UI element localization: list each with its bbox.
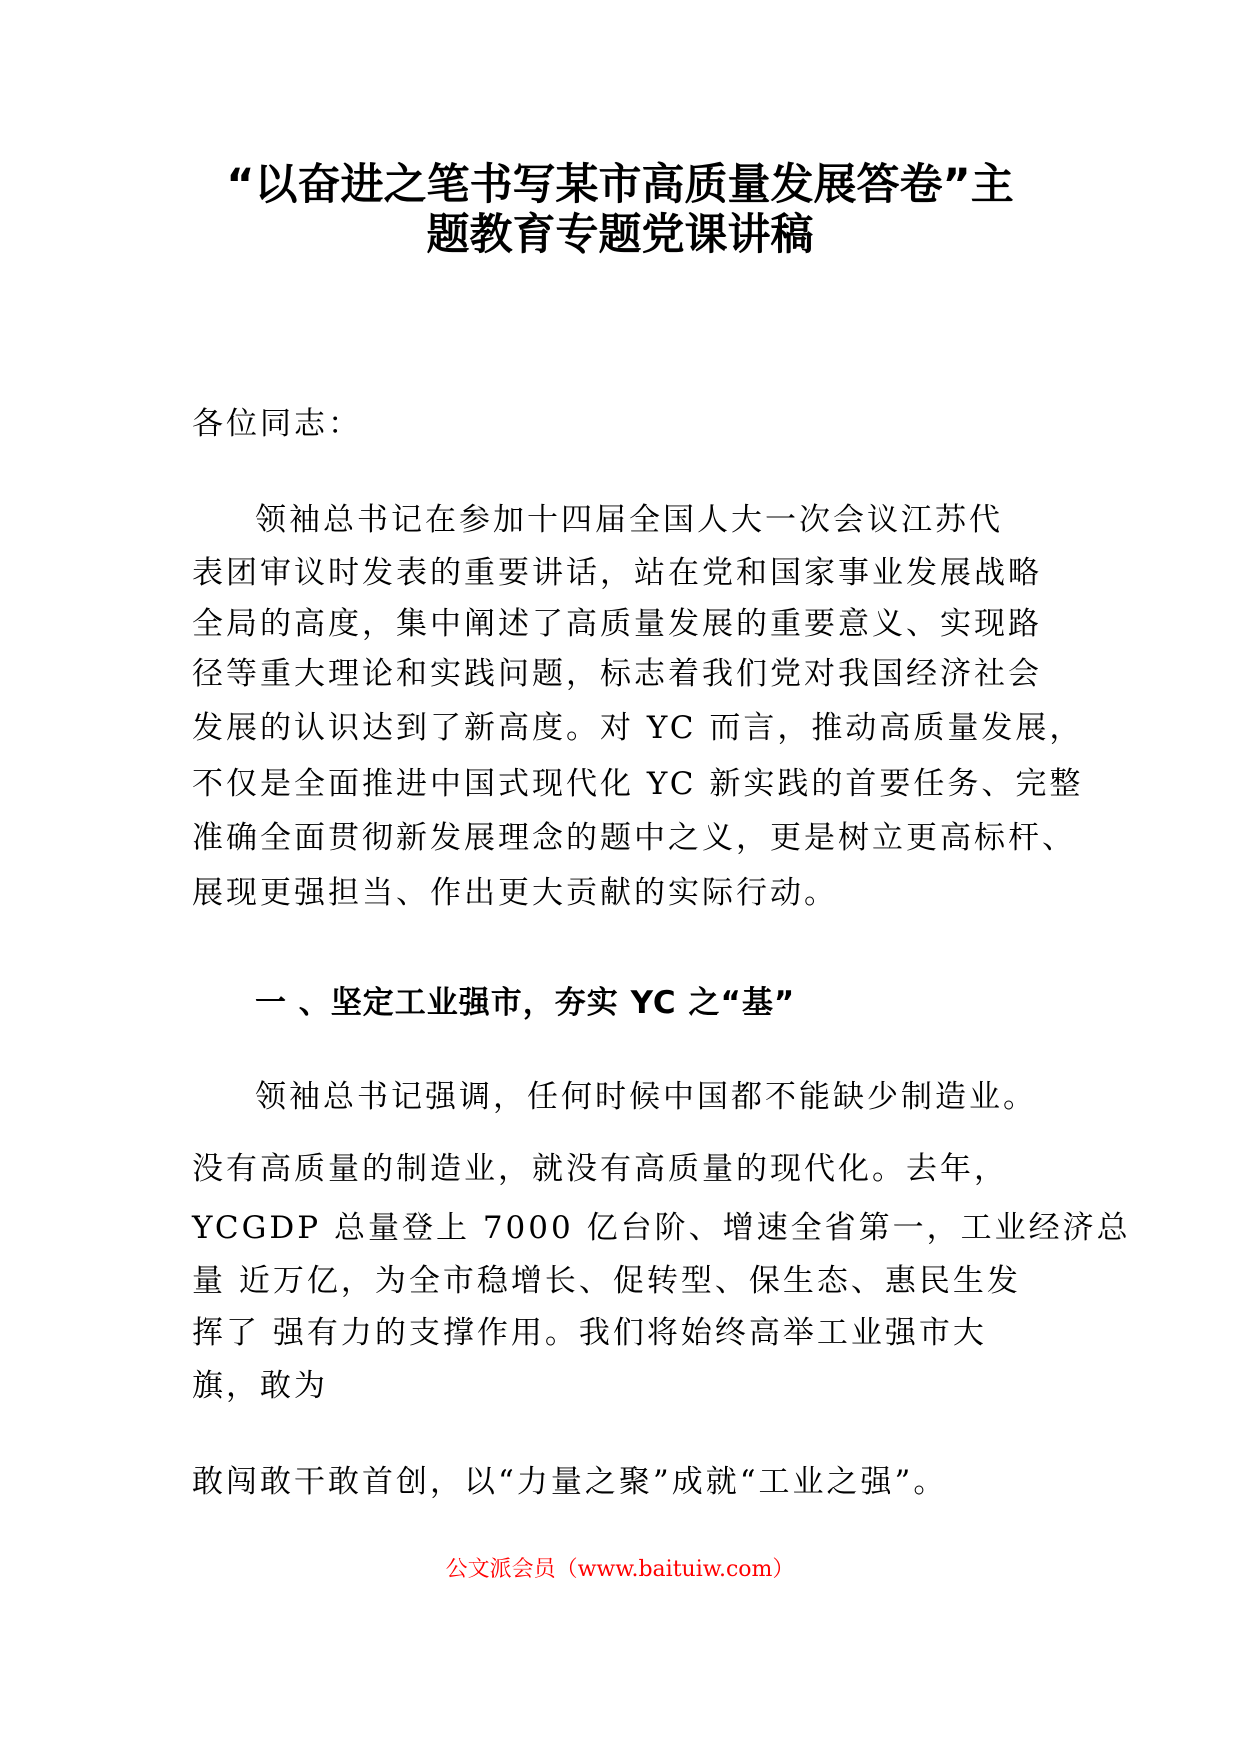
footer-watermark: 公文派会员（www.baituiw.com） (445, 1557, 795, 1582)
section-heading: 一 、坚定工业强市，夯实 YC 之“基” (255, 985, 796, 1021)
paragraph-1-line: 准确全面贯彻新发展理念的题中之义，更是树立更高标杆、 (192, 820, 1076, 856)
paragraph-2-line: 没有高质量的制造业，就没有高质量的现代化。去年， (192, 1151, 1008, 1187)
paragraph-1-line: 发展的认识达到了新高度。对 YC 而言，推动高质量发展， (192, 710, 1084, 746)
paragraph-2-line: 量 近万亿，为全市稳增长、促转型、保生态、惠民生发 (192, 1263, 1021, 1299)
paragraph-2-line: 旗，敢为 (192, 1368, 328, 1404)
paragraph-1-line: 径等重大理论和实践问题，标志着我们党对我国经济社会 (192, 656, 1042, 692)
salutation: 各位同志： (192, 406, 362, 442)
paragraph-2-line: 挥了 强有力的支撑作用。我们将始终高举工业强市大 (192, 1315, 987, 1351)
document-title-line-1: “以奋进之笔书写某市高质量发展答卷”主 (226, 160, 1014, 210)
document-title-line-2: 题教育专题党课讲稿 (426, 210, 814, 260)
paragraph-1-line: 展现更强担当、作出更大贡献的实际行动。 (192, 875, 838, 911)
paragraph-1-line: 表团审议时发表的重要讲话，站在党和国家事业发展战略 (192, 555, 1042, 591)
paragraph-1-line: 全局的高度，集中阐述了高质量发展的重要意义、实现路 (192, 606, 1042, 642)
paragraph-2-line: YCGDP 总量登上 7000 亿台阶、增速全省第一，工业经济总 (192, 1210, 1131, 1246)
paragraph-2-line: 敢闯敢干敢首创，以“力量之聚”成就“工业之强”。 (192, 1464, 948, 1500)
paragraph-2-line: 领袖总书记强调，任何时候中国都不能缺少制造业。 (255, 1079, 1037, 1115)
paragraph-1-line: 不仅是全面推进中国式现代化 YC 新实践的首要任务、完整 (192, 766, 1084, 802)
paragraph-1-line: 领袖总书记在参加十四届全国人大一次会议江苏代 (255, 502, 1003, 538)
